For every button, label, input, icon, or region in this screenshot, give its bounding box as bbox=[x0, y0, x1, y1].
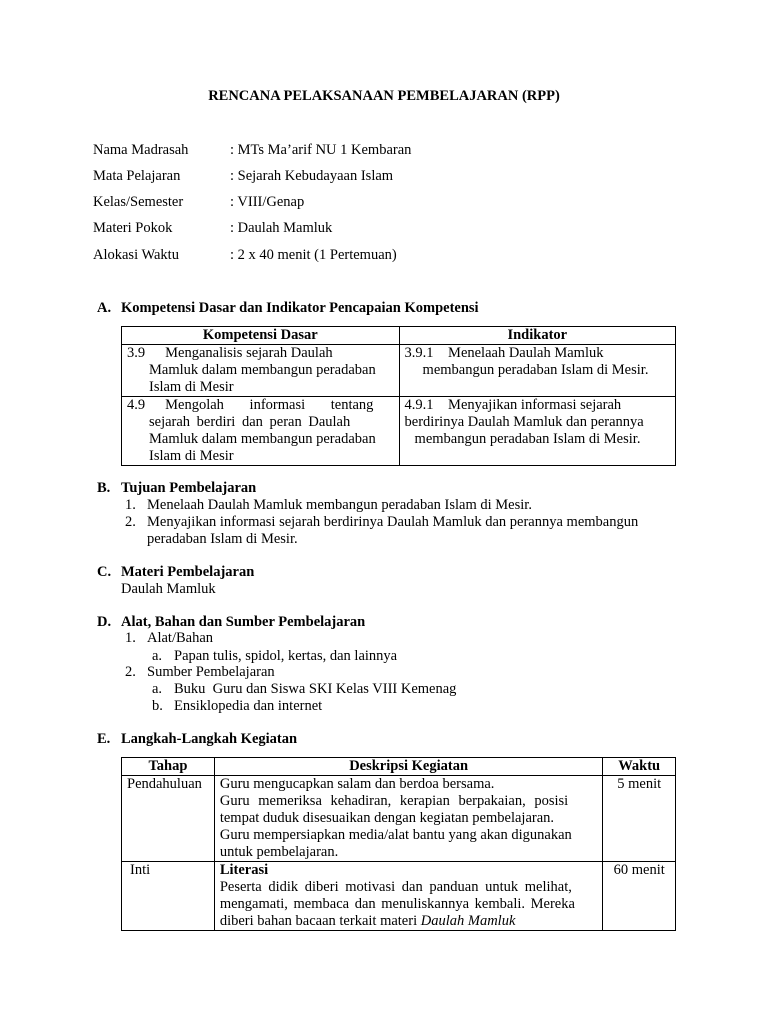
list-letter: a. bbox=[152, 681, 163, 697]
deskripsi-cell bbox=[214, 862, 603, 931]
desc-line: Guru mengucapkan salam dan berdoa bersama. bbox=[219, 776, 495, 792]
desc-line: tempat duduk disesuaikan dengan kegiatan pembelajaran. bbox=[219, 810, 555, 826]
table-row bbox=[122, 345, 676, 397]
list-text: Ensiklopedia dan internet bbox=[174, 698, 323, 714]
kd-line: Mamluk dalam membangun peradaban bbox=[149, 362, 376, 378]
indikator-cell bbox=[399, 345, 675, 397]
info-label: Mata Pelajaran bbox=[93, 168, 181, 184]
desc-line: Guru mempersiapkan media/alat bantu yang akan digunakan bbox=[219, 827, 572, 843]
deskripsi-cell bbox=[214, 776, 603, 862]
kd-line: sejarah berdiri dan peran Daulah bbox=[149, 414, 351, 430]
info-value: : 2 x 40 menit (1 Pertemuan) bbox=[230, 247, 397, 263]
section-letter: C. bbox=[97, 564, 112, 580]
list-item bbox=[152, 698, 323, 715]
list-text: peradaban Islam di Mesir. bbox=[147, 531, 298, 547]
section-d-heading bbox=[97, 614, 366, 631]
list-text: Menyajikan informasi sejarah berdirinya Daulah Mamluk dan perannya membangun bbox=[147, 514, 639, 530]
ind-line: Menelaah Daulah Mamluk bbox=[448, 345, 604, 361]
info-label: Nama Madrasah bbox=[93, 142, 189, 158]
list-number: 2. bbox=[125, 514, 136, 530]
section-title: Langkah-Langkah Kegiatan bbox=[121, 731, 298, 747]
kompetensi-table bbox=[121, 326, 676, 466]
info-label: Kelas/Semester bbox=[93, 194, 184, 210]
list-item bbox=[152, 648, 398, 665]
list-item bbox=[152, 681, 457, 698]
list-item bbox=[125, 630, 214, 647]
info-value: : VIII/Genap bbox=[230, 194, 305, 210]
kd-line: Menganalisis sejarah Daulah bbox=[165, 345, 333, 361]
kd-line: Mamluk dalam membangun peradaban bbox=[149, 431, 376, 447]
section-letter: B. bbox=[97, 480, 111, 496]
table-header: Deskripsi Kegiatan bbox=[214, 758, 603, 776]
ind-number: 3.9.1 bbox=[404, 345, 434, 361]
list-letter: a. bbox=[152, 648, 163, 664]
section-title: Kompetensi Dasar dan Indikator Pencapaian Kompetensi bbox=[121, 300, 479, 316]
table-header: Waktu bbox=[603, 758, 676, 776]
desc-text: diberi bahan bacaan terkait materi bbox=[219, 913, 421, 929]
info-value: : Daulah Mamluk bbox=[230, 220, 333, 236]
desc-line: Guru memeriksa kehadiran, kerapian berpakaian, posisi bbox=[219, 793, 569, 809]
waktu-cell: 60 menit bbox=[603, 862, 676, 931]
section-b-heading bbox=[97, 480, 257, 497]
section-title: Alat, Bahan dan Sumber Pembelajaran bbox=[121, 614, 366, 630]
list-item bbox=[125, 497, 532, 514]
page-title: RENCANA PELAKSANAAN PEMBELAJARAN (RPP) bbox=[208, 88, 560, 104]
ind-line: membangun peradaban Islam di Mesir. bbox=[422, 362, 649, 378]
section-e-heading bbox=[97, 731, 298, 748]
section-letter: E. bbox=[97, 731, 111, 747]
list-number: 2. bbox=[125, 664, 136, 680]
list-number: 1. bbox=[125, 630, 136, 646]
list-text: Sumber Pembelajaran bbox=[147, 664, 275, 680]
section-c-heading bbox=[97, 564, 255, 581]
desc-italic: Daulah Mamluk bbox=[420, 913, 516, 929]
section-title: Tujuan Pembelajaran bbox=[121, 480, 257, 496]
kd-cell bbox=[122, 345, 400, 397]
kd-line: Islam di Mesir bbox=[149, 379, 234, 395]
list-number: 1. bbox=[125, 497, 136, 513]
kegiatan-table bbox=[121, 757, 676, 931]
list-text: Alat/Bahan bbox=[147, 630, 214, 646]
kd-number: 3.9 bbox=[127, 345, 146, 361]
section-title: Materi Pembelajaran bbox=[121, 564, 255, 580]
kd-line: Islam di Mesir bbox=[149, 448, 234, 464]
section-letter: D. bbox=[97, 614, 112, 630]
kd-number: 4.9 bbox=[127, 397, 146, 413]
info-label: Materi Pokok bbox=[93, 220, 173, 236]
table-row bbox=[122, 862, 676, 931]
info-value: : MTs Ma’arif NU 1 Kembaran bbox=[230, 142, 412, 158]
desc-line: untuk pembelajaran. bbox=[219, 844, 339, 860]
table-row bbox=[122, 776, 676, 862]
table-header: Kompetensi Dasar bbox=[122, 327, 400, 345]
desc-line bbox=[220, 913, 598, 930]
table-header: Indikator bbox=[399, 327, 675, 345]
desc-line: mengamati, membaca dan menuliskannya kembali. Mereka bbox=[219, 896, 575, 912]
kd-line: Mengolah informasi tentang bbox=[165, 397, 374, 413]
list-text: Buku Guru dan Siswa SKI Kelas VIII Kemenag bbox=[174, 681, 457, 697]
list-letter: b. bbox=[152, 698, 163, 714]
list-text: Papan tulis, spidol, kertas, dan lainnya bbox=[174, 648, 398, 664]
list-item bbox=[125, 664, 275, 681]
ind-number: 4.9.1 bbox=[404, 397, 434, 413]
materi-text: Daulah Mamluk bbox=[121, 581, 216, 597]
waktu-cell: 5 menit bbox=[603, 776, 676, 862]
desc-heading: Literasi bbox=[219, 862, 269, 878]
table-row bbox=[122, 397, 676, 466]
list-text: Menelaah Daulah Mamluk membangun peradaban Islam di Mesir. bbox=[147, 497, 532, 513]
section-letter: A. bbox=[97, 300, 112, 316]
tahap-cell: Pendahuluan bbox=[122, 776, 215, 862]
info-value: : Sejarah Kebudayaan Islam bbox=[230, 168, 394, 184]
list-item bbox=[125, 514, 639, 531]
table-header: Tahap bbox=[122, 758, 215, 776]
ind-line: membangun peradaban Islam di Mesir. bbox=[414, 431, 641, 447]
ind-line: berdirinya Daulah Mamluk dan perannya bbox=[404, 414, 644, 430]
ind-line: Menyajikan informasi sejarah bbox=[448, 397, 622, 413]
info-label: Alokasi Waktu bbox=[93, 247, 179, 263]
kd-cell bbox=[122, 397, 400, 466]
section-a-heading bbox=[97, 300, 479, 317]
tahap-cell: Inti bbox=[122, 862, 215, 931]
indikator-cell bbox=[399, 397, 675, 466]
desc-line: Peserta didik diberi motivasi dan panduan untuk melihat, bbox=[219, 879, 572, 895]
